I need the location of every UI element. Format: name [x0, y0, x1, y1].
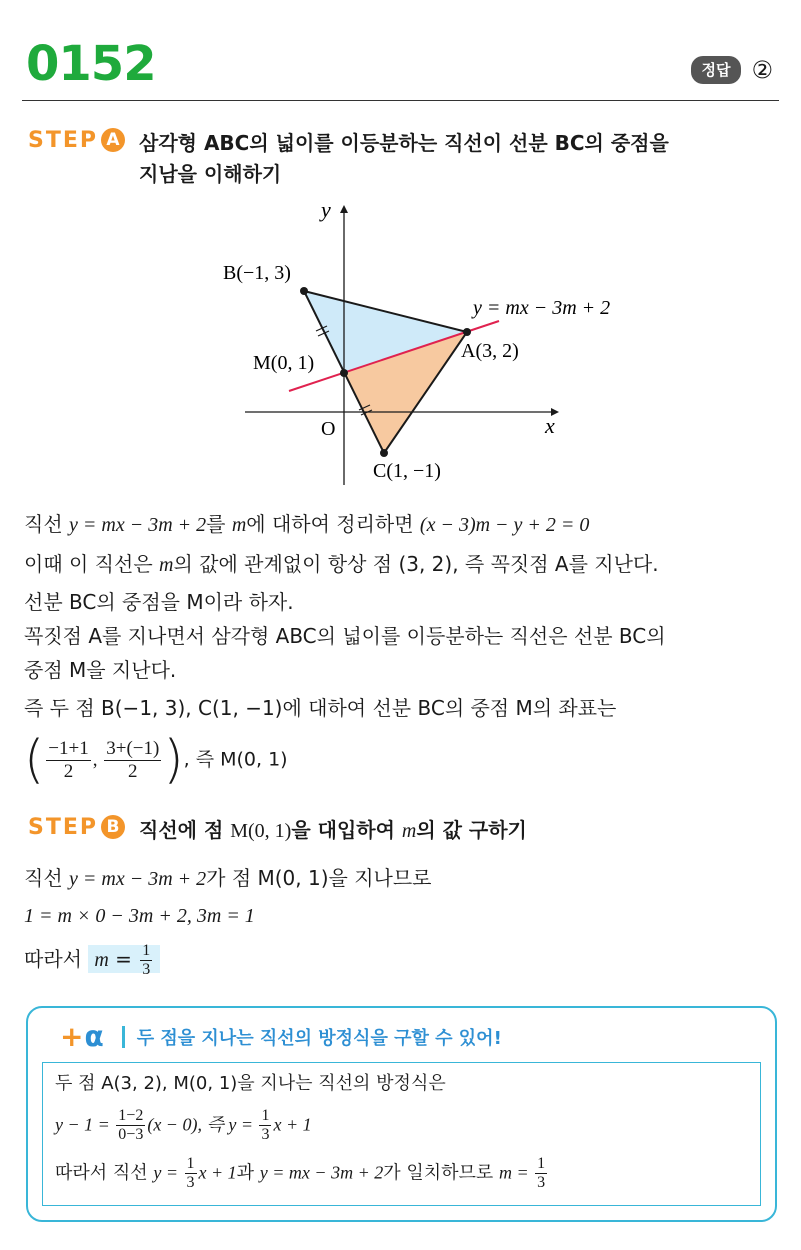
- step-a-line-1: 직선 y = mx − 3m + 2를 m에 대하여 정리하면 (x − 3)m − y + 2 = 0: [24, 512, 590, 536]
- step-a-line-3: 선분 BC의 중점을 M이라 하자.: [24, 590, 294, 614]
- tip-line-1: 두 점 A(3, 2), M(0, 1)을 지나는 직선의 방정식은: [55, 1073, 446, 1094]
- point-b-dot: [300, 287, 308, 295]
- midpoint-x-fraction: $\frac{-1+1}{2}$: [48, 737, 89, 782]
- step-b-label: STEP B: [28, 815, 125, 840]
- tip-answer-fraction: $\frac{1}{3}$: [537, 1155, 546, 1191]
- step-b-answer-line: 따라서 m = $\frac{1}{3}$: [24, 942, 160, 979]
- step-a-label: STEP A: [28, 128, 125, 153]
- final-answer-highlight: m = $\frac{1}{3}$: [88, 945, 160, 973]
- header-divider: [22, 100, 779, 101]
- point-a-dot: [463, 328, 471, 336]
- step-b-heading: [28, 815, 527, 847]
- step-a-line-5: 중점 M을 지난다.: [24, 658, 177, 682]
- point-b-label: B(−1, 3): [223, 262, 291, 284]
- tip-content: [42, 1062, 761, 1206]
- answer-badge: 정답: [691, 56, 742, 84]
- coordinate-graph: [215, 195, 655, 495]
- point-m-label: M(0, 1): [253, 352, 315, 374]
- axis-x-label: x: [545, 413, 555, 438]
- y-axis-arrow: [340, 205, 348, 213]
- tip-title: 두 점을 지나는 직선의 방정식을 구할 수 있어!: [136, 1028, 502, 1049]
- axis-y-label: y: [321, 197, 331, 222]
- step-b-line-2: 1 = m × 0 − 3m + 2, 3m = 1: [24, 905, 255, 927]
- tip-line3-fraction: $\frac{1}{3}$: [186, 1155, 195, 1191]
- problem-number: 0152: [26, 36, 156, 92]
- alpha-icon: α: [84, 1020, 104, 1053]
- step-b-line-1: 직선 y = mx − 3m + 2가 점 M(0, 1)을 지나므로: [24, 866, 432, 890]
- tip-line-2: y − 1 = $\frac{1-2}{0-3}$ (x − 0), 즉 y = $\frac{1}{3}$ x + 1: [55, 1107, 312, 1143]
- step-b-letter-badge: B: [101, 815, 125, 839]
- slope-fraction: $\frac{1-2}{0-3}$: [118, 1107, 144, 1143]
- answer-fraction: $\frac{1}{3}$: [142, 942, 151, 978]
- point-a-label: A(3, 2): [461, 340, 519, 362]
- step-a-line-6: 즉 두 점 B(−1, 3), C(1, −1)에 대하여 선분 BC의 중점 M의 좌표는: [24, 696, 617, 720]
- origin-label: O: [321, 418, 336, 440]
- midpoint-y-fraction: $\frac{3+(-1)}{2}$: [106, 737, 160, 782]
- step-a-letter-badge: A: [101, 128, 125, 152]
- step-b-title: 직선에 점 M(0, 1)을 대입하여 m의 값 구하기: [139, 818, 527, 842]
- step-a-title: 삼각형 ABC의 넓이를 이등분하는 직선이 선분 BC의 중점을 지남을 이해하기: [139, 131, 669, 186]
- step-a-line-4: 꼭짓점 A를 지나면서 삼각형 ABC의 넓이를 이등분하는 직선은 선분 BC의: [24, 624, 666, 648]
- step-a-line-2: 이때 이 직선은 m의 값에 관계없이 항상 점 (3, 2), 즉 꼭짓점 A를 지난다.: [24, 552, 659, 576]
- point-m-dot: [340, 369, 348, 377]
- tip-box: [26, 1006, 777, 1222]
- step-a-midpoint-formula: ( $\frac{-1+1}{2}$ , $\frac{3+(-1)}{2}$ ), 즉 M(0, 1): [24, 730, 288, 790]
- slope-simplified-fraction: $\frac{1}{3}$: [261, 1107, 270, 1143]
- answer-group: [691, 56, 774, 84]
- step-a-heading: [28, 128, 669, 190]
- tip-divider: [122, 1026, 125, 1048]
- line-equation-label: y = mx − 3m + 2: [473, 297, 611, 319]
- tip-line-3: 따라서 직선 y = $\frac{1}{3}$ x + 1과 y = mx − 3m + 2가 일치하므로 m = $\frac{1}{3}$: [55, 1155, 546, 1191]
- answer-value: ②: [751, 56, 773, 84]
- point-c-dot: [380, 449, 388, 457]
- plus-icon: +: [60, 1020, 84, 1053]
- tip-heading: [60, 1020, 502, 1053]
- point-c-label: C(1, −1): [373, 460, 441, 482]
